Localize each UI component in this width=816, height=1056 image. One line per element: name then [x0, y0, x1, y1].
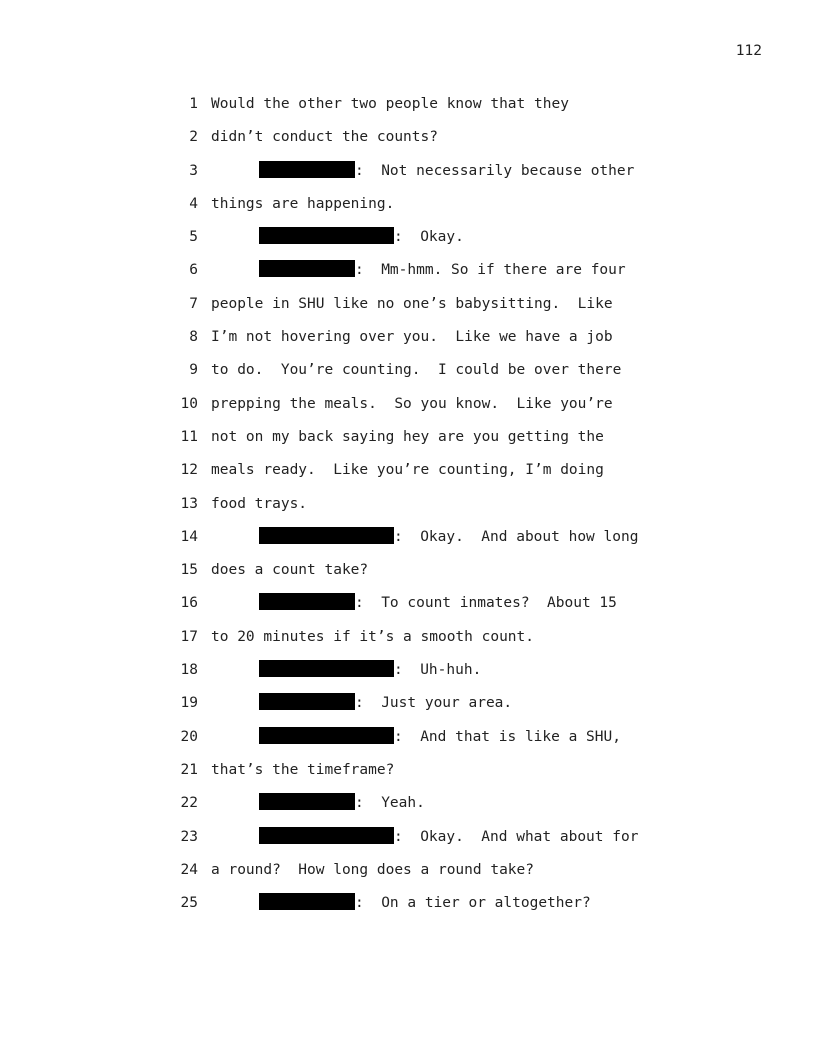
- line-content: : Uh-huh.: [394, 662, 482, 679]
- transcript-line: [0, 727, 816, 760]
- transcript-line: [0, 127, 816, 160]
- redacted-speaker-name: [259, 260, 355, 277]
- line-text: [211, 360, 621, 380]
- transcript-line: [0, 394, 816, 427]
- line-text: [211, 860, 534, 880]
- line-content: food trays.: [211, 495, 308, 512]
- line-content: : Mm-hmm. So if there are four: [355, 262, 626, 279]
- line-text: [211, 627, 534, 647]
- redacted-speaker-name: [259, 161, 355, 178]
- line-number: 10: [180, 395, 198, 412]
- line-number: 19: [180, 695, 198, 712]
- line-text: [211, 427, 604, 447]
- transcript-line: [0, 760, 816, 793]
- line-content: people in SHU like no one’s babysitting. Like: [211, 295, 613, 312]
- line-content: : Okay.: [394, 229, 464, 246]
- line-content: does a count take?: [211, 562, 369, 579]
- line-number: 25: [180, 895, 198, 912]
- line-content: : Okay. And what about for: [394, 828, 639, 845]
- transcript-line: [0, 627, 816, 660]
- line-text: [259, 161, 634, 181]
- line-number: 13: [180, 495, 198, 512]
- line-text: [211, 560, 368, 580]
- redacted-speaker-name: [259, 660, 394, 677]
- redacted-speaker-name: [259, 527, 394, 544]
- transcript-line: [0, 294, 816, 327]
- line-number: 11: [180, 428, 198, 445]
- line-text: [211, 494, 307, 514]
- line-text: [259, 660, 481, 680]
- line-number: 15: [180, 562, 198, 579]
- line-content: : On a tier or altogether?: [355, 895, 591, 912]
- line-text: [259, 227, 464, 247]
- line-number: 24: [180, 861, 198, 878]
- line-text: [259, 693, 512, 713]
- transcript-line: [0, 327, 816, 360]
- line-text: [211, 127, 438, 147]
- line-text: [259, 727, 621, 747]
- line-content: Would the other two people know that they: [211, 96, 569, 112]
- line-number: 14: [180, 528, 198, 545]
- line-content: : Just your area.: [355, 695, 513, 712]
- redacted-speaker-name: [259, 793, 355, 810]
- line-content: not on my back saying hey are you getting the: [211, 428, 604, 445]
- redacted-speaker-name: [259, 227, 394, 244]
- transcript-line: [0, 693, 816, 726]
- line-text: [259, 793, 425, 813]
- line-number: 22: [180, 795, 198, 812]
- line-text: [211, 294, 613, 314]
- transcript-line: [0, 94, 816, 127]
- transcript-line: [0, 793, 816, 826]
- transcript-line: [0, 161, 816, 194]
- line-content: didn’t conduct the counts?: [211, 129, 438, 146]
- transcript-line: [0, 560, 816, 593]
- line-number: 6: [189, 262, 198, 279]
- line-content: : Yeah.: [355, 795, 425, 812]
- line-content: : Not necessarily because other: [355, 162, 635, 179]
- line-content: that’s the timeframe?: [211, 761, 395, 778]
- transcript-line: [0, 827, 816, 860]
- line-number: 1: [189, 96, 198, 112]
- line-text: [259, 593, 617, 613]
- line-content: : To count inmates? About 15: [355, 595, 617, 612]
- line-text: [211, 760, 394, 780]
- line-text: [259, 827, 638, 847]
- line-content: meals ready. Like you’re counting, I’m doing: [211, 462, 604, 479]
- line-number: 2: [189, 129, 198, 146]
- transcript-line: [0, 227, 816, 260]
- line-text: [259, 893, 591, 913]
- line-number: 18: [180, 662, 198, 679]
- line-content: prepping the meals. So you know. Like you’re: [211, 395, 613, 412]
- line-text: [259, 527, 638, 547]
- transcript-line: [0, 427, 816, 460]
- transcript-line: [0, 360, 816, 393]
- line-number: 8: [189, 329, 198, 346]
- transcript-line: [0, 860, 816, 893]
- line-content: to 20 minutes if it’s a smooth count.: [211, 628, 535, 645]
- transcript-line: [0, 460, 816, 493]
- line-number: 7: [189, 295, 198, 312]
- redacted-speaker-name: [259, 693, 355, 710]
- line-content: things are happening.: [211, 195, 395, 212]
- redacted-speaker-name: [259, 727, 394, 744]
- line-number: 16: [180, 595, 198, 612]
- line-text: [259, 260, 626, 280]
- line-number: 5: [189, 229, 198, 246]
- line-content: to do. You’re counting. I could be over there: [211, 362, 622, 379]
- transcript-lines: [0, 94, 816, 926]
- transcript-line: [0, 260, 816, 293]
- redacted-speaker-name: [259, 893, 355, 910]
- line-text: [211, 194, 394, 214]
- line-text: [211, 327, 613, 347]
- line-number: 20: [180, 728, 198, 745]
- page-number: 112: [735, 43, 762, 59]
- line-number: 21: [180, 761, 198, 778]
- transcript-line: [0, 494, 816, 527]
- redacted-speaker-name: [259, 827, 394, 844]
- line-number: 9: [189, 362, 198, 379]
- line-text: [211, 94, 569, 114]
- transcript-line: [0, 893, 816, 926]
- line-text: [211, 460, 604, 480]
- line-number: 17: [180, 628, 198, 645]
- transcript-line: [0, 593, 816, 626]
- transcript-line: [0, 194, 816, 227]
- line-content: a round? How long does a round take?: [211, 861, 535, 878]
- transcript-line: [0, 660, 816, 693]
- line-content: : Okay. And about how long: [394, 528, 639, 545]
- transcript-line: [0, 527, 816, 560]
- redacted-speaker-name: [259, 593, 355, 610]
- line-content: : And that is like a SHU,: [394, 728, 621, 745]
- line-number: 4: [189, 195, 198, 212]
- line-content: I’m not hovering over you. Like we have a job: [211, 329, 613, 346]
- line-number: 12: [180, 462, 198, 479]
- line-text: [211, 394, 613, 414]
- line-number: 3: [189, 162, 198, 179]
- line-number: 23: [180, 828, 198, 845]
